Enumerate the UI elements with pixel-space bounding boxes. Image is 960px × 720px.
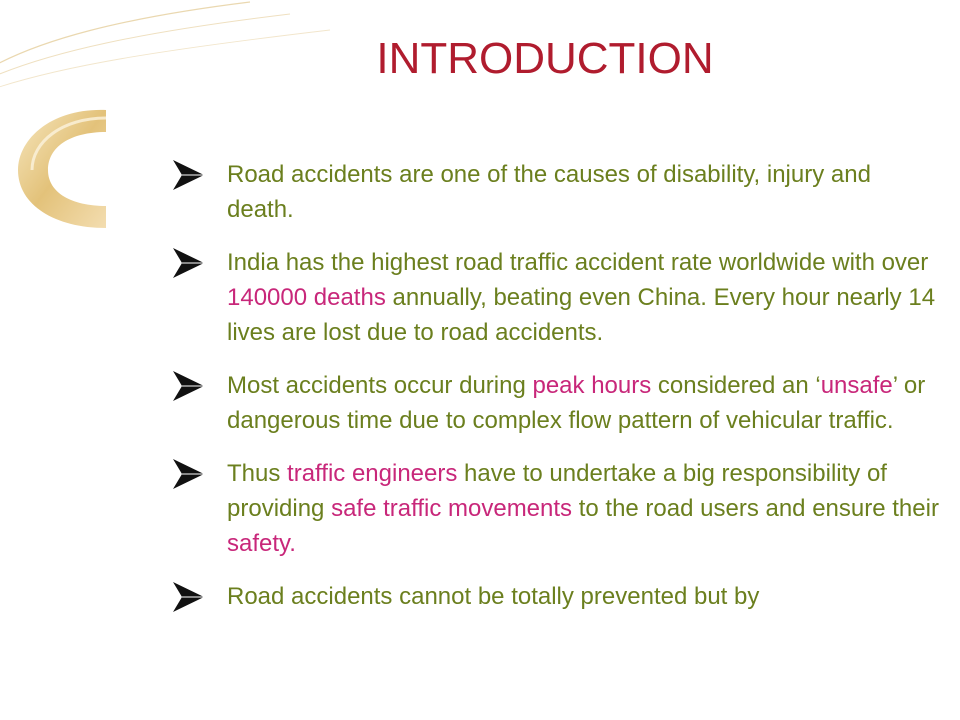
bullet-text-segment: Road accidents cannot be totally prevented but by <box>227 583 760 610</box>
arrowhead-bullet-icon <box>170 580 208 614</box>
bullet-item <box>170 579 940 614</box>
arrowhead-bullet-icon <box>170 457 208 491</box>
highlighted-phrase: unsafe <box>820 372 893 399</box>
bullet-text-segment: annually, beating even China. Every hour nearly 14 lives are lost due to road accidents. <box>227 284 936 346</box>
bullet-item <box>170 456 940 561</box>
bullet-text <box>227 460 939 557</box>
arrowhead-bullet-icon <box>170 246 208 280</box>
highlighted-phrase: peak hours <box>532 372 652 399</box>
bullet-text-segment: to the road users and ensure their <box>572 495 939 522</box>
bullet-text-segment: India has the highest road traffic accident rate worldwide with over <box>227 249 929 276</box>
arrowhead-bullet-icon <box>170 369 208 403</box>
bullet-text-segment: have to undertake a big responsibility of providing <box>227 460 887 522</box>
bullet-text-segment: Most accidents occur during <box>227 372 533 399</box>
highlighted-phrase: 140000 deaths <box>227 284 386 311</box>
bullet-text-segment: ’ or dangerous time due to complex flow pattern of vehicular traffic. <box>227 372 926 434</box>
bullet-text-segment: Road accidents are one of the causes of disability, injury and death. <box>227 161 871 223</box>
bullet-text <box>227 372 925 434</box>
arrowhead-bullet-icon <box>170 158 208 192</box>
bullet-text <box>227 249 935 346</box>
bullet-list <box>170 157 940 632</box>
bullet-text <box>227 583 759 610</box>
bullet-text-segment: considered an ‘ <box>651 372 821 399</box>
bullet-item <box>170 368 940 438</box>
highlighted-phrase: traffic engineers <box>287 460 458 487</box>
bullet-item <box>170 245 940 350</box>
bullet-item <box>170 157 940 227</box>
bullet-text <box>227 161 871 223</box>
slide-title: INTRODUCTION <box>376 34 714 83</box>
bullet-text-segment: Thus <box>227 460 288 487</box>
highlighted-phrase: safety. <box>227 530 296 557</box>
highlighted-phrase: safe traffic movements <box>331 495 573 522</box>
